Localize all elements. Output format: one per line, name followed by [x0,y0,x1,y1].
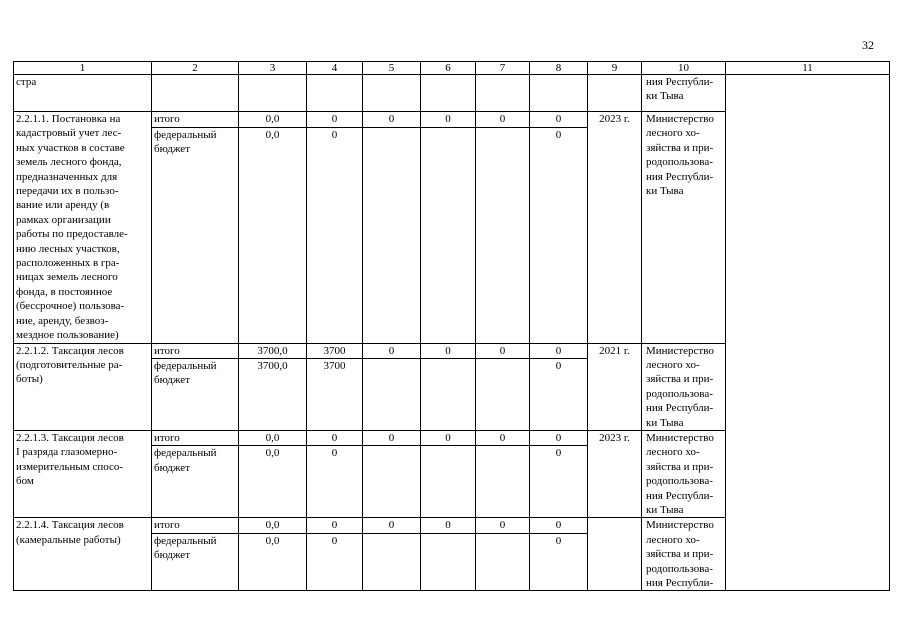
column-header: 3 [239,62,307,75]
activity-name: 2.2.1.4. Таксация лесов (камеральные работы) [14,518,152,591]
continuation-row [14,75,890,112]
source-total: итого [152,343,239,358]
value-cell: 0 [530,358,588,430]
column-header: 2 [152,62,239,75]
value-cell: 0 [363,430,421,445]
responsible-executor: Министерство лесного хо- зяйства и при- родопользова- ния Республи- ки Тыва [642,430,726,517]
responsible-executor: Министерство лесного хо- зяйства и при- родопользова- ния Республи- [642,518,726,591]
value-cell: 0 [530,430,588,445]
value-cell: 0 [530,343,588,358]
total-value: 0,0 [239,430,307,445]
value-cell: 0 [307,127,363,343]
value-cell: 0 [421,112,476,128]
activity-name: 2.2.1.3. Таксация лесов I разряда глазомерно- измерительным спосо- бом [14,430,152,517]
value-cell: 0 [476,430,530,445]
column-header: 6 [421,62,476,75]
column-header: 10 [642,62,726,75]
column-header: 5 [363,62,421,75]
value-cell: 0 [476,343,530,358]
value-cell: 3700 [307,358,363,430]
value-cell: 0 [363,343,421,358]
activity-name: стра [14,75,152,112]
value-cell: 3700 [307,343,363,358]
value-cell: 0 [363,112,421,128]
column-header: 11 [726,62,890,75]
responsible-executor: ния Республи- ки Тыва [642,75,726,112]
total-value: 0,0 [239,518,307,533]
year-cell: 2023 г. [588,112,642,344]
column-header: 1 [14,62,152,75]
value-cell: 0 [530,446,588,518]
column-header: 7 [476,62,530,75]
activity-name: 2.2.1.2. Таксация лесов (подготовительные ра- боты) [14,343,152,430]
total-value: 0,0 [239,533,307,591]
value-cell: 0 [530,112,588,128]
page-number: 32 [862,38,874,52]
source-federal: федеральный бюджет [152,533,239,591]
responsible-executor: Министерство лесного хо- зяйства и при- родопользова- ния Республи- ки Тыва [642,343,726,430]
value-cell: 0 [421,518,476,533]
source-total: итого [152,430,239,445]
value-cell: 0 [530,533,588,591]
value-cell: 0 [530,518,588,533]
value-cell: 0 [307,112,363,128]
value-cell: 0 [530,127,588,343]
total-value: 0,0 [239,446,307,518]
total-value: 3700,0 [239,343,307,358]
source-federal: федеральный бюджет [152,127,239,343]
total-value: 3700,0 [239,358,307,430]
responsible-executor: Министерство лесного хо- зяйства и при- родопользова- ния Республи- ки Тыва [642,112,726,344]
source-federal: федеральный бюджет [152,358,239,430]
value-cell: 0 [421,343,476,358]
value-cell: 0 [363,518,421,533]
value-cell: 0 [307,446,363,518]
value-cell: 0 [307,430,363,445]
column-number-header [14,62,890,75]
source-federal: федеральный бюджет [152,446,239,518]
activity-name: 2.2.1.1. Постановка на кадастровый учет лес- ных участков в составе земель лесного фонда, предназначенных для передачи их в пользо- вание или аренду (в рамках организации работы по предоставле- нию лесных участков, расположенных в гра- ницах земель лесного фонда, в постоянное (бессрочное) пользова- ние, аренду, безвоз- мездное пользование) [14,112,152,344]
value-cell: 0 [476,518,530,533]
value-cell: 0 [421,430,476,445]
value-cell: 0 [307,518,363,533]
value-cell: 0 [307,533,363,591]
year-cell: 2021 г. [588,343,642,430]
source-total: итого [152,518,239,533]
column-header: 8 [530,62,588,75]
total-value: 0,0 [239,112,307,128]
column-11-cell [726,75,890,591]
year-cell [588,518,642,591]
source-total: итого [152,112,239,128]
column-header: 9 [588,62,642,75]
column-header: 4 [307,62,363,75]
year-cell: 2023 г. [588,430,642,517]
budget-table [13,61,890,591]
total-value: 0,0 [239,127,307,343]
value-cell: 0 [476,112,530,128]
